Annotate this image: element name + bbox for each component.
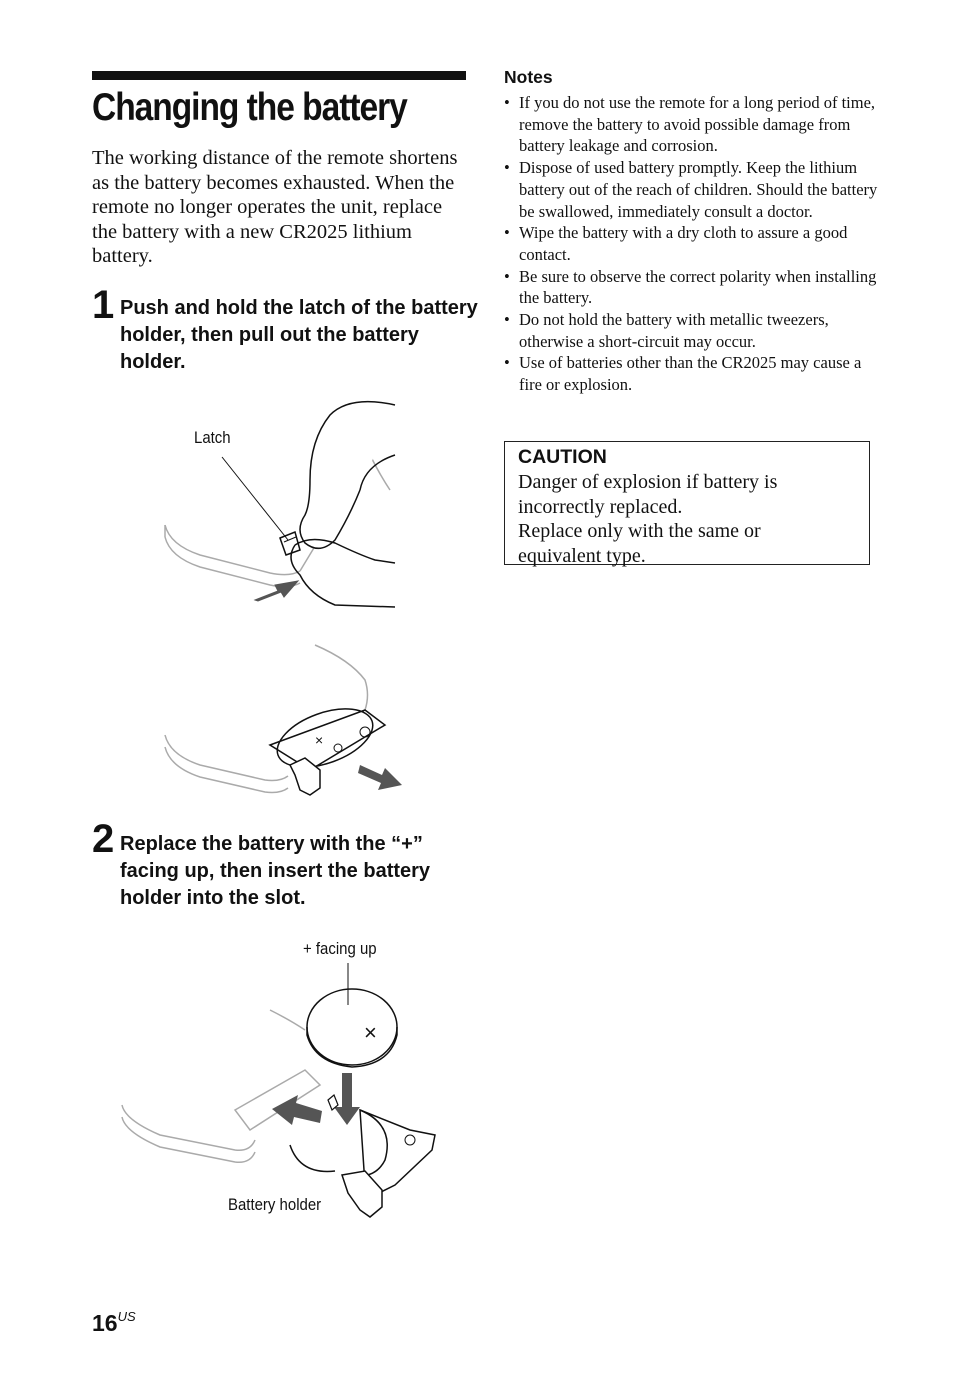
list-item: • Use of batteries other than the CR2025 may cause a fire or explosion. <box>504 353 862 395</box>
latch-label: Latch <box>194 428 231 447</box>
step-2-text: Replace the battery with the “+” facing up, then insert the battery holder into the slot. <box>120 833 431 909</box>
list-item: • Be sure to observe the correct polarity when installing the battery. <box>504 266 877 308</box>
step-1-text: Push and hold the latch of the battery holder, then pull out the battery holder. <box>120 297 478 373</box>
caution-line: equivalent type. <box>518 544 646 567</box>
bullet-icon: • <box>504 158 510 178</box>
facing-up-label: + facing up <box>303 939 377 958</box>
notes-title: Notes <box>504 67 553 87</box>
svg-text:×: × <box>315 732 324 748</box>
battery-holder-label: Battery holder <box>228 1195 322 1214</box>
bullet-icon: • <box>504 353 510 373</box>
bullet-icon: • <box>504 266 510 286</box>
list-item: • Dispose of used battery promptly. Keep the lithium battery out of the reach of children. Should the battery be swallowed, immediately consult a doctor. <box>504 158 878 221</box>
intro-paragraph: The working distance of the remote shortens as the battery becomes exhausted. When the remote no longer operates the unit, replace the battery with a new CR2025 lithium battery. <box>92 147 458 268</box>
step-1-number: 1 <box>92 283 115 327</box>
battery-insert-illustration <box>120 935 450 1225</box>
svg-text:×: × <box>364 1020 377 1045</box>
caution-line: Danger of explosion if battery is <box>518 471 778 493</box>
list-item: • Wipe the battery with a dry cloth to assure a good contact. <box>504 223 848 264</box>
page-title: Changing the battery <box>92 86 407 129</box>
caution-title: CAUTION <box>518 446 607 468</box>
heading-rule <box>92 71 466 80</box>
notes-list <box>504 92 884 396</box>
holder-removal-illustration <box>160 640 410 805</box>
caution-line: incorrectly replaced. <box>518 495 683 518</box>
list-item: • If you do not use the remote for a long period of time, remove the battery to avoid possible damage from battery leakage and corrosion. <box>504 93 876 156</box>
caution-line: Replace only with the same or <box>518 520 761 543</box>
region-code: US <box>117 1309 136 1324</box>
caution-box <box>504 441 870 565</box>
bullet-icon: • <box>504 223 510 243</box>
latch-illustration <box>160 395 410 615</box>
bullet-icon: • <box>504 310 510 330</box>
bullet-icon: • <box>504 93 510 112</box>
list-item: • Do not hold the battery with metallic tweezers, otherwise a short-circuit may occur. <box>504 310 829 351</box>
page-number: $16^{US}$ <box>92 1309 136 1336</box>
step-2-number: 2 <box>92 817 115 861</box>
